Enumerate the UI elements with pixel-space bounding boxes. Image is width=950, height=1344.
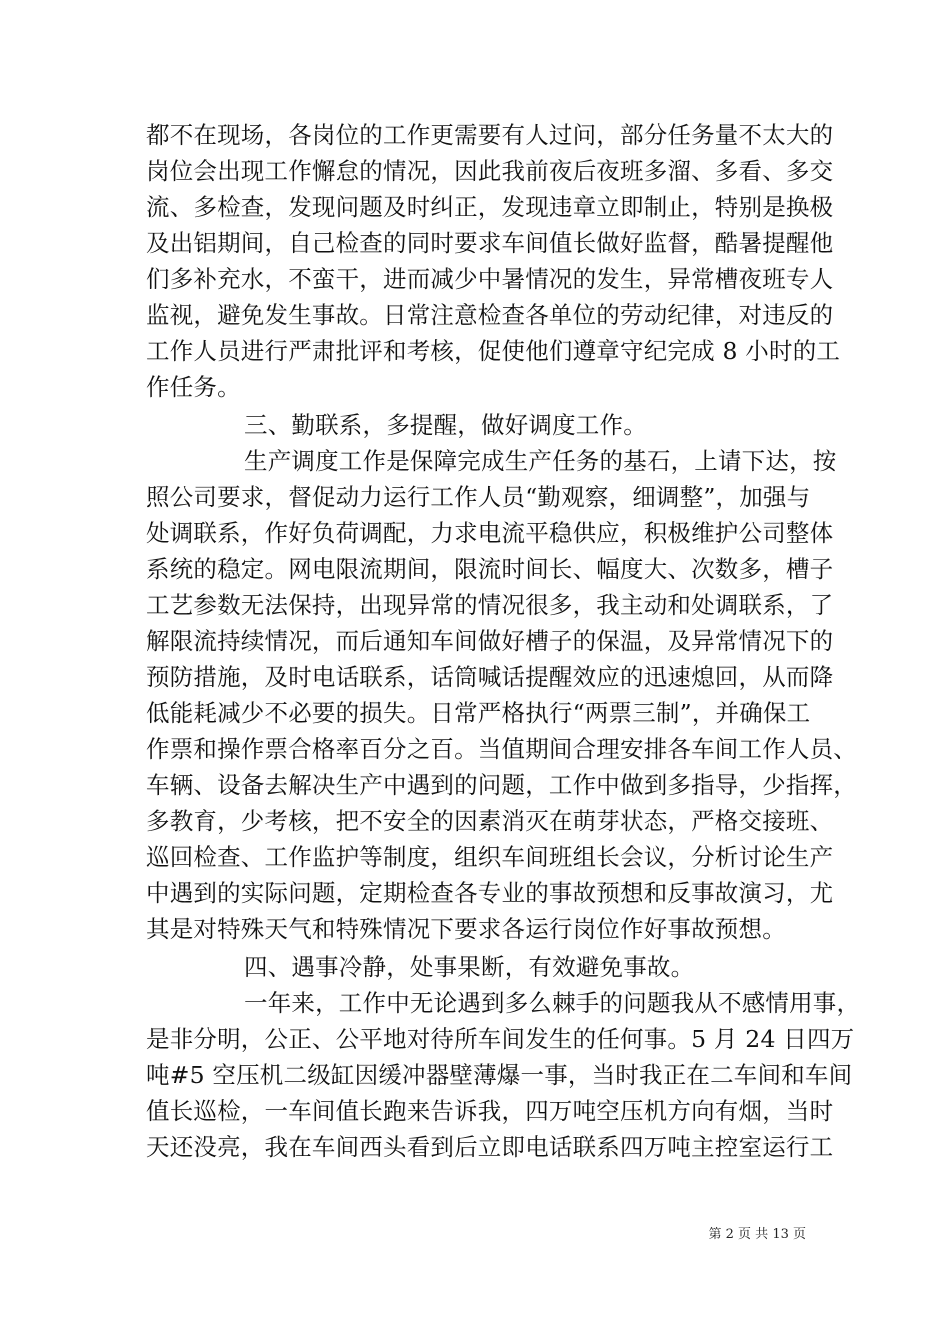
- text-line: 工艺参数无法保持，出现异常的情况很多，我主动和处调联系，了: [146, 591, 834, 619]
- section-heading: 三、勤联系，多提醒，做好调度工作。: [244, 411, 647, 439]
- text-line: 其是对特殊天气和特殊情况下要求各运行岗位作好事故预想。: [146, 915, 786, 943]
- text-line: 多教育，少考核，把不安全的因素消灭在萌芽状态，严格交接班、: [146, 807, 834, 835]
- text-line: 流、多检查，发现问题及时纠正，发现违章立即制止，特别是换极: [146, 193, 834, 221]
- text-line: 预防措施，及时电话联系，话筒喊话提醒效应的迅速熄回，从而降: [146, 663, 834, 691]
- text-line: 吨#5 空压机二级缸因缓冲器壁薄爆一事，当时我正在二车间和车间: [146, 1061, 853, 1089]
- text-line: 天还没亮，我在车间西头看到后立即电话联系四万吨主控室运行工: [146, 1133, 834, 1161]
- text-line: 们多补充水，不蛮干，进而减少中暑情况的发生，异常槽夜班专人: [146, 265, 834, 293]
- text-line: 车辆、设备去解决生产中遇到的问题，工作中做到多指导，少指挥，: [146, 771, 857, 799]
- text-line: 处调联系，作好负荷调配，力求电流平稳供应，积极维护公司整体: [146, 519, 834, 547]
- section-heading: 四、遇事冷静，处事果断，有效避免事故。: [244, 953, 695, 981]
- text-line: 岗位会出现工作懈怠的情况，因此我前夜后夜班多溜、多看、多交: [146, 157, 834, 185]
- text-line: 照公司要求，督促动力运行工作人员“勤观察，细调整”，加强与: [146, 483, 811, 511]
- text-line: 系统的稳定。网电限流期间，限流时间长、幅度大、次数多，槽子: [146, 555, 834, 583]
- text-line: 巡回检查、工作监护等制度，组织车间班组长会议，分析讨论生产: [146, 843, 834, 871]
- text-line: 都不在现场，各岗位的工作更需要有人过问，部分任务量不太大的: [146, 121, 834, 149]
- text-line: 中遇到的实际问题，定期检查各专业的事故预想和反事故演习，尤: [146, 879, 834, 907]
- text-line: 值长巡检，一车间值长跑来告诉我，四万吨空压机方向有烟，当时: [146, 1097, 834, 1125]
- text-line: 是非分明，公正、公平地对待所车间发生的任何事。5 月 24 日四万: [146, 1025, 855, 1053]
- page-number-footer: 第 2 页 共 13 页: [708, 1227, 806, 1242]
- text-line: 作票和操作票合格率百分之百。当值期间合理安排各车间工作人员、: [146, 735, 857, 763]
- text-line: 作任务。: [146, 373, 241, 401]
- text-line: 监视，避免发生事故。日常注意检查各单位的劳动纪律，对违反的: [146, 301, 834, 329]
- text-line: 及出铝期间，自己检查的同时要求车间值长做好监督，酷暑提醒他: [146, 229, 834, 257]
- paragraph-first-line: 一年来，工作中无论遇到多么棘手的问题我从不感情用事，: [244, 989, 861, 1017]
- text-line: 低能耗减少不必要的损失。日常严格执行“两票三制”，并确保工: [146, 699, 811, 727]
- text-line: 解限流持续情况，而后通知车间做好槽子的保温，及异常情况下的: [146, 627, 834, 655]
- text-line: 工作人员进行严肃批评和考核，促使他们遵章守纪完成 8 小时的工: [146, 337, 841, 365]
- paragraph-first-line: 生产调度工作是保障完成生产任务的基石，上请下达，按: [244, 447, 837, 475]
